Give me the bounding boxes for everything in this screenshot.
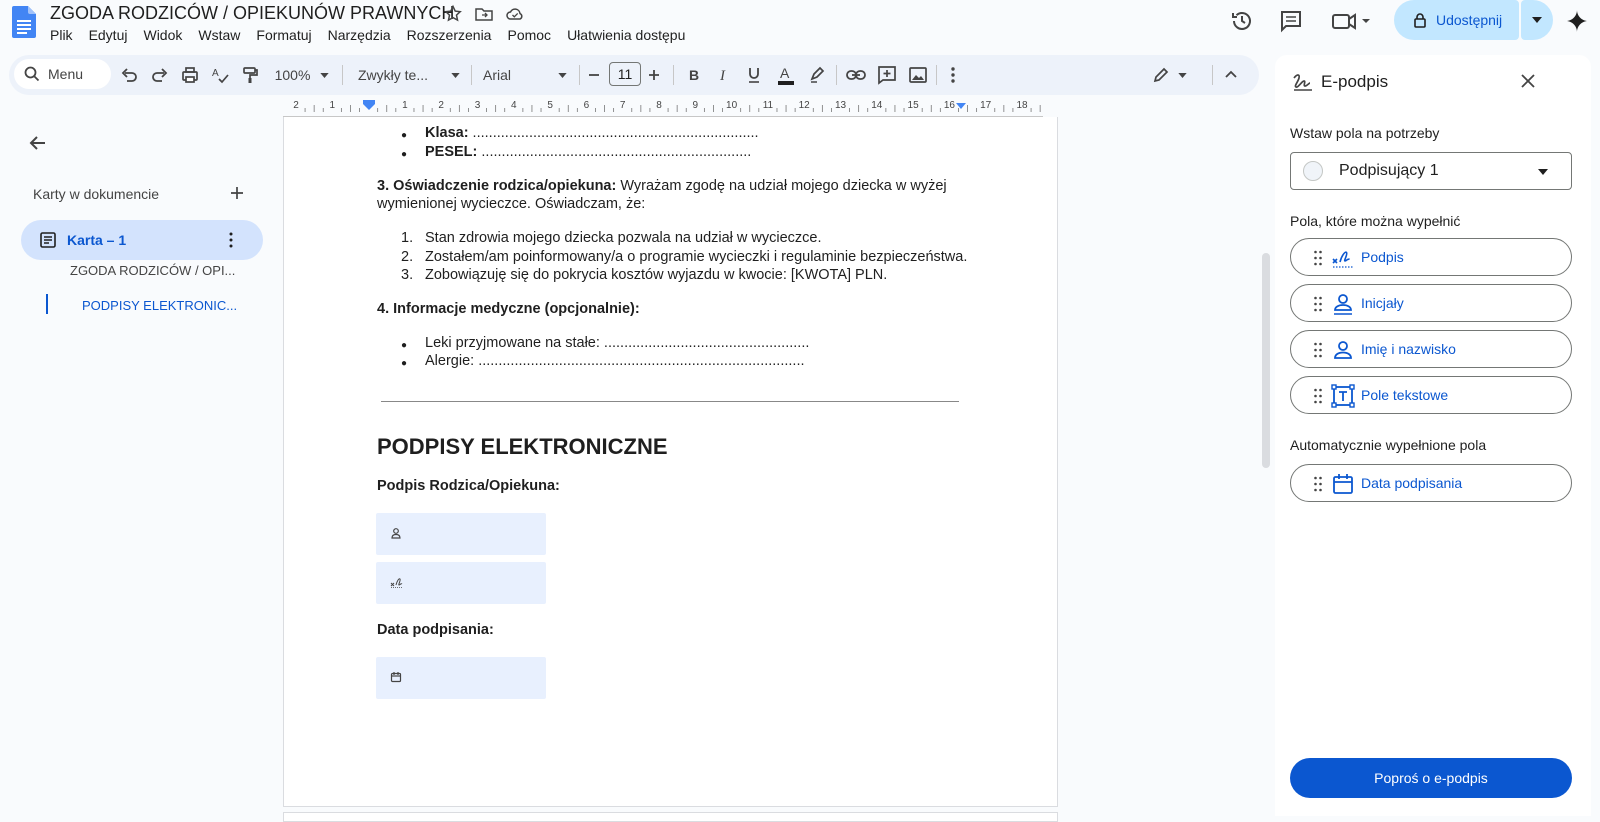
ruler-label: 5 xyxy=(547,100,553,111)
collapse-menus-icon[interactable] xyxy=(1222,63,1240,87)
svg-text:I: I xyxy=(720,68,725,84)
paragraph-style-select[interactable] xyxy=(354,63,464,87)
insert-link-icon[interactable] xyxy=(845,63,867,87)
underline-icon[interactable] xyxy=(744,63,764,87)
insert-fields-label: Wstaw pola na potrzeby xyxy=(1290,125,1440,141)
text-color-icon[interactable] xyxy=(775,63,797,87)
auto-fields-label: Automatycznie wypełnione pola xyxy=(1290,437,1487,453)
person-icon xyxy=(390,527,402,539)
bullet-klasa xyxy=(425,125,759,141)
outline-active-indicator xyxy=(46,294,48,314)
version-history-icon[interactable] xyxy=(1229,8,1255,34)
signature-icon xyxy=(390,576,404,588)
zoom-value: 100% xyxy=(274,67,311,83)
caret-down-icon xyxy=(320,73,329,78)
back-arrow-icon[interactable] xyxy=(28,133,48,153)
menu-pomoc[interactable]: Pomoc xyxy=(507,27,552,43)
date-field-placeholder[interactable] xyxy=(376,657,546,699)
outline-item-zgoda[interactable]: ZGODA RODZICÓW / OPI... xyxy=(70,263,236,278)
menu-narzedzia[interactable]: Narzędzia xyxy=(327,27,391,43)
search-menus[interactable] xyxy=(14,59,111,89)
star-icon[interactable] xyxy=(443,4,463,24)
numbered-num: 3. xyxy=(401,267,414,283)
zoom-select[interactable] xyxy=(271,63,333,87)
drag-handle-icon[interactable] xyxy=(1313,296,1323,312)
formatting-toolbar xyxy=(9,55,1259,95)
toolbar-divider xyxy=(471,65,472,85)
document-page[interactable] xyxy=(283,117,1058,807)
caret-down-icon xyxy=(1532,17,1542,23)
menu-rozszerzenia[interactable]: Rozszerzenia xyxy=(406,27,492,43)
numbered-item: Zobowiązuję się do pokrycia kosztów wyjazdu w kwocie: [KWOTA] PLN. xyxy=(425,267,888,283)
person-icon xyxy=(1331,338,1355,362)
drag-handle-icon[interactable] xyxy=(1313,476,1323,492)
highlight-icon[interactable] xyxy=(807,63,827,87)
cloud-status-icon[interactable] xyxy=(505,4,525,24)
bold-icon[interactable] xyxy=(684,63,704,87)
tab-label: Karta – 1 xyxy=(67,232,127,248)
pesel-dots: ................................................................... xyxy=(477,144,752,160)
numbered-item: Stan zdrowia mojego dziecka pozwala na udział w wycieczce. xyxy=(425,230,822,246)
field-label: Pole tekstowe xyxy=(1361,387,1449,403)
field-chip-imie-nazwisko[interactable] xyxy=(1290,330,1572,368)
menu-ulatwienia[interactable]: Ułatwienia dostępu xyxy=(567,27,686,43)
search-icon xyxy=(24,66,40,82)
ruler-label: 3 xyxy=(474,100,481,111)
ruler-label: 15 xyxy=(907,100,919,111)
panel-title: E-podpis xyxy=(1321,72,1389,91)
field-label: Data podpisania xyxy=(1361,475,1463,491)
menu-formatuj[interactable]: Formatuj xyxy=(256,27,312,43)
spellcheck-icon[interactable] xyxy=(210,63,230,87)
initials-icon xyxy=(1331,292,1355,316)
fillable-fields-label: Pola, które można wypełnić xyxy=(1290,213,1461,229)
menu-wstaw[interactable]: Wstaw xyxy=(198,27,241,43)
paint-format-icon[interactable] xyxy=(240,63,260,87)
menu-search-label: Menu xyxy=(48,66,84,82)
share-label: Udostępnij xyxy=(1436,12,1503,28)
numbered-item: Zostałem/am poinformowany/a o programie wycieczki i regulaminie bezpieczeństwa. xyxy=(425,249,968,265)
bullet-alergie: Alergie: ................................................................................. xyxy=(425,353,805,369)
ruler-label: 1 xyxy=(402,100,408,111)
ruler-label: 12 xyxy=(798,100,810,111)
ruler-label: 2 xyxy=(293,100,299,111)
horizontal-rule xyxy=(381,401,959,402)
drag-handle-icon[interactable] xyxy=(1313,342,1323,358)
toolbar-divider xyxy=(936,65,937,85)
italic-icon[interactable] xyxy=(714,63,734,87)
menu-bar xyxy=(50,27,701,43)
ruler-background xyxy=(283,97,1043,117)
caret-down-icon xyxy=(1538,169,1548,175)
pesel-label: PESEL: xyxy=(425,144,478,160)
section3-text: Wyrażam zgodę na udział mojego dziecka w wyżej xyxy=(616,178,947,194)
bullet-leki: Leki przyjmowane na stałe: ................................................... xyxy=(425,335,810,351)
move-folder-icon[interactable] xyxy=(474,4,494,24)
ruler-label: 4 xyxy=(511,100,517,111)
document-scrollbar[interactable] xyxy=(1262,253,1270,468)
drag-handle-icon[interactable] xyxy=(1313,388,1323,404)
add-comment-icon[interactable] xyxy=(877,63,897,87)
signature-label: Podpis Rodzica/Opiekuna: xyxy=(377,478,560,494)
section-heading-podpisy: PODPISY ELEKTRONICZNE xyxy=(377,434,668,459)
menu-plik[interactable]: Plik xyxy=(50,27,73,43)
name-field-placeholder[interactable] xyxy=(376,513,546,555)
bullet-icon: ● xyxy=(401,149,408,160)
ruler-label: 8 xyxy=(656,100,662,111)
undo-icon[interactable] xyxy=(119,63,139,87)
ruler-label: 6 xyxy=(583,100,590,111)
horizontal-ruler[interactable] xyxy=(283,97,1043,117)
document-title[interactable]: ZGODA RODZICÓW / OPIEKUNÓW PRAWNYCH xyxy=(50,3,455,23)
edit-pencil-icon xyxy=(1152,66,1170,84)
ruler-label: 1 xyxy=(329,100,336,111)
field-label: Inicjały xyxy=(1361,295,1404,311)
field-chip-pole-tekstowe[interactable] xyxy=(1290,376,1572,414)
ruler-label: 14 xyxy=(871,100,883,111)
svg-text:A: A xyxy=(212,68,219,79)
menu-widok[interactable]: Widok xyxy=(143,27,183,43)
lock-icon xyxy=(1412,12,1428,28)
toolbar-divider xyxy=(673,65,674,85)
section4-heading: 4. Informacje medyczne (opcjonalnie): xyxy=(377,301,640,317)
more-options-icon[interactable] xyxy=(945,63,961,87)
outline-item-podpisy[interactable]: PODPISY ELEKTRONIC... xyxy=(82,298,238,313)
paragraph-style-value: Zwykły te... xyxy=(358,67,429,83)
meet-icon[interactable] xyxy=(1330,8,1374,34)
caret-down-icon xyxy=(1178,73,1187,78)
section3-line2: wymienionej wycieczce. Oświadczam, że: xyxy=(377,196,646,212)
caret-down-icon xyxy=(558,73,567,78)
bullet-icon: ● xyxy=(401,130,408,141)
bullet-icon: ● xyxy=(401,358,408,369)
drag-handle-icon[interactable] xyxy=(1313,250,1323,266)
font-size-input[interactable]: 11 xyxy=(609,62,641,86)
calendar-icon xyxy=(390,671,402,683)
field-chip-podpis[interactable] xyxy=(1290,238,1572,276)
close-icon[interactable] xyxy=(1520,73,1536,89)
field-label: Imię i nazwisko xyxy=(1361,341,1456,357)
section3-heading: 3. Oświadczenie rodzica/opiekuna: xyxy=(377,178,617,194)
redo-icon[interactable] xyxy=(150,63,170,87)
gemini-icon[interactable] xyxy=(1566,10,1588,32)
document-tab-icon xyxy=(39,231,57,249)
print-icon[interactable] xyxy=(180,63,200,87)
tab-karta-1[interactable] xyxy=(21,220,263,260)
svg-text:B: B xyxy=(689,67,700,83)
docs-logo-icon[interactable] xyxy=(12,6,36,38)
toolbar-divider xyxy=(579,65,580,85)
field-chip-data-podpisania[interactable] xyxy=(1290,464,1572,502)
field-label: Podpis xyxy=(1361,249,1404,265)
svg-text:A: A xyxy=(780,65,790,81)
calendar-icon xyxy=(1331,472,1355,496)
ruler-label: 9 xyxy=(692,100,699,111)
text-field-icon xyxy=(1331,384,1355,408)
toolbar-divider xyxy=(836,65,837,85)
menu-edytuj[interactable]: Edytuj xyxy=(88,27,128,43)
esignature-panel xyxy=(1275,55,1591,816)
share-button[interactable] xyxy=(1394,0,1519,40)
share-dropdown-button[interactable] xyxy=(1521,0,1553,40)
ruler-label: 11 xyxy=(762,100,774,111)
numbered-num: 2. xyxy=(401,249,414,265)
comments-icon[interactable] xyxy=(1278,8,1304,34)
font-family-value: Arial xyxy=(483,67,512,83)
ruler-label: 2 xyxy=(438,100,444,111)
toolbar-divider xyxy=(342,65,343,85)
klasa-label: Klasa: xyxy=(425,125,469,141)
bullet-pesel xyxy=(425,144,751,160)
field-chip-inicjaly[interactable] xyxy=(1290,284,1572,322)
numbered-num: 1. xyxy=(401,230,414,246)
ruler-label: 16 xyxy=(943,100,955,111)
section3-line1 xyxy=(377,178,947,194)
ruler-label: 18 xyxy=(1016,100,1028,111)
signature-field-placeholder[interactable] xyxy=(376,562,546,604)
ruler-label: 7 xyxy=(619,100,626,111)
signer-value: Podpisujący 1 xyxy=(1339,162,1439,179)
bullet-icon: ● xyxy=(401,340,408,351)
document-tabs-panel xyxy=(0,117,270,816)
date-label: Data podpisania: xyxy=(377,622,494,638)
insert-image-icon[interactable] xyxy=(908,63,928,87)
tabs-heading: Karty w dokumencie xyxy=(33,186,160,202)
increase-font-size-icon[interactable] xyxy=(647,63,661,87)
font-family-select[interactable] xyxy=(479,63,571,87)
klasa-dots: ....................................................................... xyxy=(468,125,759,141)
tab-options-icon[interactable] xyxy=(228,232,234,248)
signer-color-swatch xyxy=(1303,161,1323,181)
signer-select[interactable] xyxy=(1290,152,1572,190)
ruler-label: 10 xyxy=(726,100,738,111)
caret-down-icon xyxy=(451,73,460,78)
ruler-label: 13 xyxy=(834,100,847,111)
signature-icon xyxy=(1331,246,1355,270)
app-header xyxy=(0,0,1600,52)
editing-mode-select[interactable] xyxy=(1142,63,1196,87)
esignature-icon xyxy=(1292,72,1314,92)
toolbar-divider xyxy=(1212,65,1213,85)
ruler-label: 17 xyxy=(980,100,992,111)
next-page xyxy=(283,812,1058,822)
add-tab-icon[interactable] xyxy=(229,185,245,201)
request-esignature-button[interactable]: Poproś o e-podpis xyxy=(1290,758,1572,798)
decrease-font-size-icon[interactable] xyxy=(587,63,601,87)
